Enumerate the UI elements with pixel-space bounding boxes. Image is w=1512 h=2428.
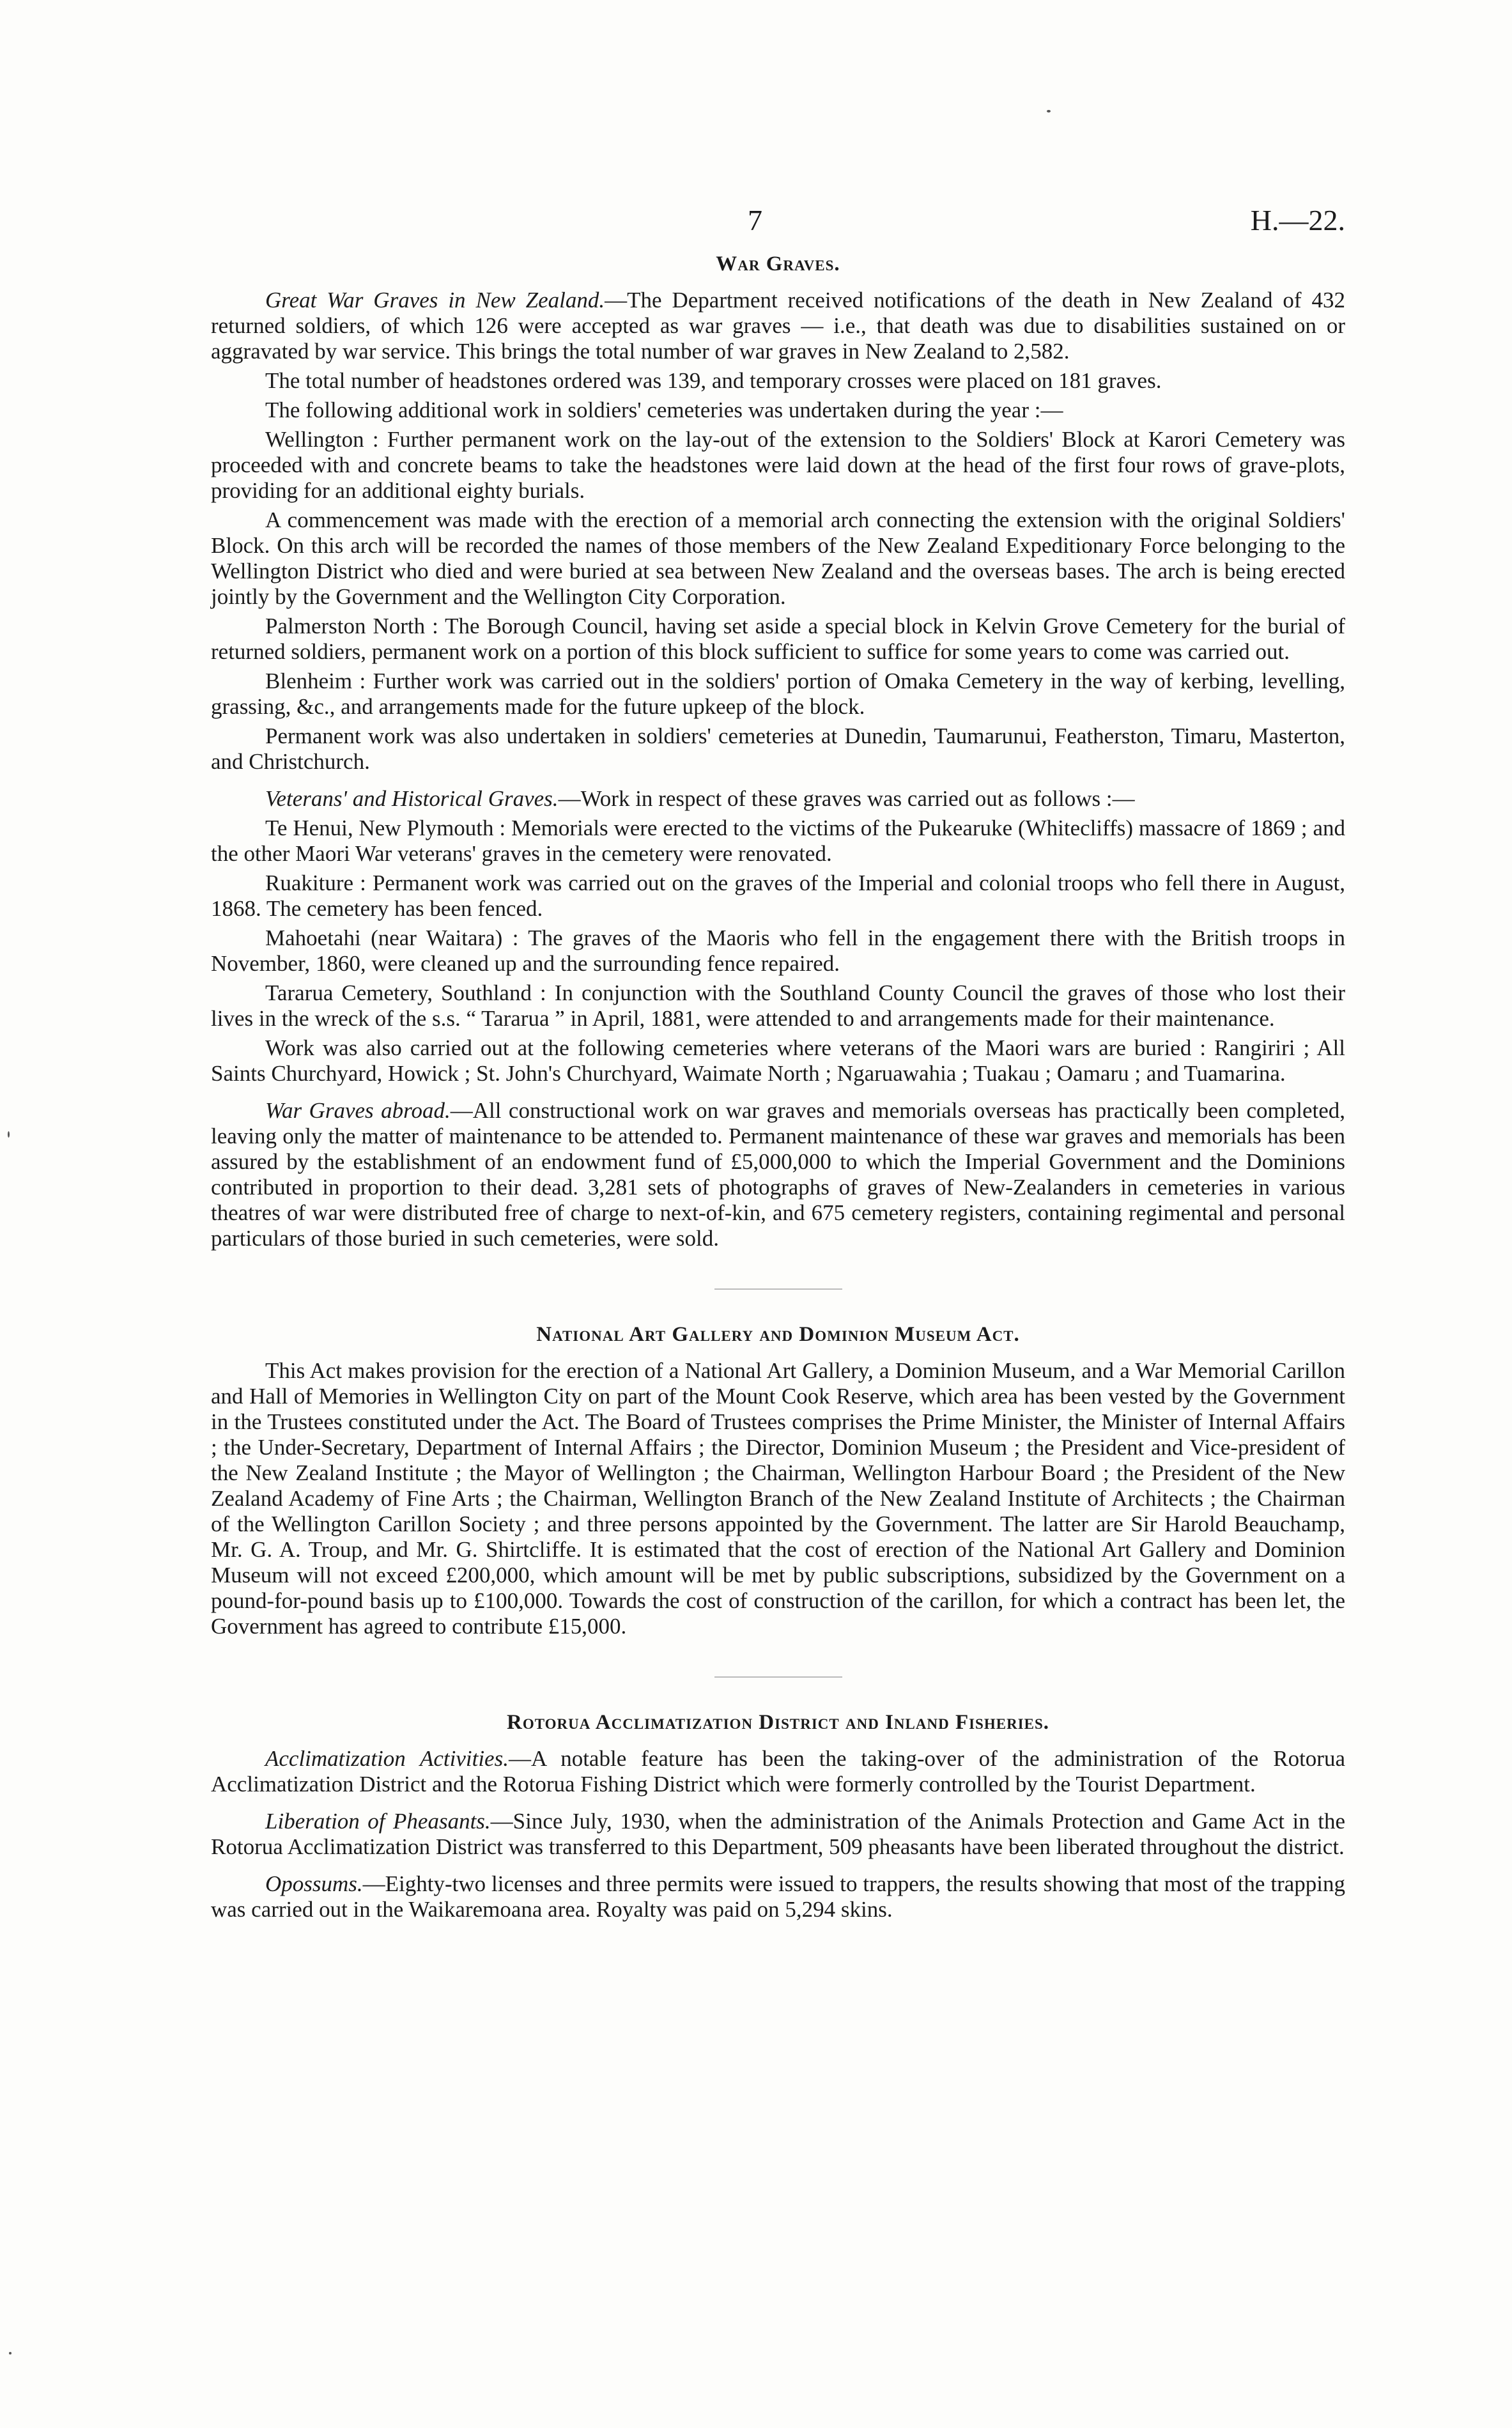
paragraph <box>211 507 1345 610</box>
paragraph-text: Mahoetahi (near Waitara) : The graves of the Maoris who fell in the engagement there with the British troops in November, 1860, were cleaned up and the surrounding fence repaired. <box>211 925 1345 976</box>
paragraph-text: Te Henui, New Plymouth : Memorials were erected to the victims of the Pukearuke (Whitecliffs) massacre of 1869 ; and the other Maori War veterans' graves in the cemetery were renovated. <box>211 816 1345 866</box>
section-divider <box>714 1676 842 1678</box>
paragraph-text: Wellington : Further permanent work on the lay-out of the extension to the Soldiers' Block at Karori Cemetery was proceeded with and concrete beams to take the headstones were laid down at the head of the first four rows of grave-plots, providing for an additional eighty burials. <box>211 427 1345 503</box>
section-rotorua <box>211 1711 1345 1922</box>
paragraph <box>211 816 1345 867</box>
section-heading: National Art Gallery and Dominion Museum Act. <box>536 1323 1020 1346</box>
paragraph-text: —The Department received notifications of the death in New Zealand of 432 returned soldiers, of which 126 were accepted as war graves — i.e., that death was due to disabilities sustained on or aggravated by war service. This brings the total number of war graves in New Zealand to 2,582. <box>211 288 1345 364</box>
page-body <box>211 252 1345 1960</box>
paragraph <box>211 614 1345 665</box>
paragraph <box>211 1809 1345 1860</box>
paragraph <box>211 1746 1345 1797</box>
paragraph <box>211 1871 1345 1922</box>
section-heading: War Graves. <box>716 252 840 275</box>
paragraph-text: The total number of headstones ordered was 139, and temporary crosses were placed on 181 graves. <box>265 368 1162 393</box>
paragraph-lead: Veterans' and Historical Graves. <box>265 786 559 811</box>
page-speck <box>1047 110 1051 112</box>
section-divider <box>714 1288 842 1290</box>
section-art-gallery <box>211 1323 1345 1639</box>
paragraph-text: Work was also carried out at the following cemeteries where veterans of the Maori wars are buried : Rangiriri ; All Saints Churchyard, Howick ; St. John's Churchyard, Waimate North ; Ngaruawahia ; Tuakau ; Oamaru ; and Tuamarina. <box>211 1035 1345 1086</box>
paragraph-lead: Acclimatization Activities. <box>265 1746 509 1771</box>
paragraph-text: —Work in respect of these graves was carried out as follows :— <box>558 786 1135 811</box>
paragraph <box>211 398 1345 423</box>
paragraph-text: —Eighty-two licenses and three permits were issued to trappers, the results showing that most of the trapping was carried out in the Waikaremoana area. Royalty was paid on 5,294 skins. <box>211 1871 1345 1922</box>
paragraph <box>211 288 1345 364</box>
paragraph <box>211 427 1345 504</box>
paragraph <box>211 669 1345 720</box>
document-reference: H.—22. <box>1250 204 1345 236</box>
paragraph <box>211 1035 1345 1086</box>
paragraph-lead: Opossums. <box>265 1871 363 1896</box>
paragraph <box>211 1358 1345 1639</box>
paragraph-text: Ruakiture : Permanent work was carried out on the graves of the Imperial and colonial troops who fell there in August, 1868. The cemetery has been fenced. <box>211 870 1345 921</box>
paragraph-text: Palmerston North : The Borough Council, having set aside a special block in Kelvin Grove Cemetery for the burial of returned soldiers, permanent work on a portion of this block sufficient to suffice for some years to come was carried out. <box>211 614 1345 664</box>
paragraph-lead: War Graves abroad. <box>265 1098 451 1123</box>
paragraph-text: Tararua Cemetery, Southland : In conjunction with the Southland County Council the graves of those who lost their lives in the wreck of the s.s. “ Tararua ” in April, 1881, were attended to and arrangements made for their maintenance. <box>211 980 1345 1031</box>
paragraph-text: This Act makes provision for the erection of a National Art Gallery, a Dominion Museum, and a War Memorial Carillon and Hall of Memories in Wellington City on part of the Mount Cook Reserve, which area has been vested by the Government in the Trustees constituted under the Act. The Board of Trustees comprises the Prime Minister, the Minister of Internal Affairs ; the Under-Secretary, Department of Internal Affairs ; the Director, Dominion Museum ; the President and Vice-president of the New Zealand Institute ; the Mayor of Wellington ; the Chairman, Wellington Harbour Board ; the President of the New Zealand Academy of Fine Arts ; the Chairman, Wellington Branch of the New Zealand Institute of Architects ; the Chairman of the Wellington Carillon Society ; and three persons appointed by the Government. The latter are Sir Harold Beauchamp, Mr. G. A. Troup, and Mr. G. Shirtcliffe. It is estimated that the cost of erection of the National Art Gallery and Dominion Museum will not exceed £200,000, which amount will be met by public subscriptions, subsidized by the Government on a pound-for-pound basis up to £100,000. Towards the cost of construction of the carillon, for which a contract has been let, the Government has agreed to contribute £15,000. <box>211 1358 1345 1639</box>
section-war-graves <box>211 252 1345 1251</box>
paragraph-text: —Since July, 1930, when the administration of the Animals Protection and Game Act in the Rotorua Acclimatization District was transferred to this Department, 509 pheasants have been liberated throughout the district. <box>211 1809 1345 1859</box>
section-heading: Rotorua Acclimatization District and Inland Fisheries. <box>506 1711 1050 1734</box>
page-header <box>211 203 1345 242</box>
paragraph-lead: Liberation of Pheasants. <box>265 1809 491 1834</box>
paragraph-text: —A notable feature has been the taking-over of the administration of the Rotorua Acclimatization District and the Rotorua Fishing District which were formerly controlled by the Tourist Department. <box>211 1746 1345 1797</box>
page-speck <box>8 1131 10 1138</box>
paragraph-text: Permanent work was also undertaken in soldiers' cemeteries at Dunedin, Taumarunui, Featherston, Timaru, Masterton, and Christchurch. <box>211 723 1345 774</box>
paragraph <box>211 925 1345 977</box>
paragraph <box>211 368 1345 394</box>
paragraph <box>211 1098 1345 1251</box>
paragraph-text: —All constructional work on war graves and memorials overseas has practically been completed, leaving only the matter of maintenance to be attended to. Permanent maintenance of these war graves and memorials has been assured by the establishment of an endowment fund of £5,000,000 to which the Imperial Government and the Dominions contributed in proportion to their dead. 3,281 sets of photographs of graves of New-Zealanders in cemeteries in various theatres of war were distributed free of charge to next-of-kin, and 675 cemetery registers, containing regimental and personal particulars of those buried in such cemeteries, were sold. <box>211 1098 1345 1251</box>
paragraph-text: A commencement was made with the erection of a memorial arch connecting the extension with the original Soldiers' Block. On this arch will be recorded the names of those members of the New Zealand Expeditionary Force belonging to the Wellington District who died and were buried at sea between New Zealand and the overseas bases. The arch is being erected jointly by the Government and the Wellington City Corporation. <box>211 507 1345 609</box>
paragraph <box>211 723 1345 775</box>
paragraph-lead: Great War Graves in New Zealand. <box>265 288 605 313</box>
paragraph <box>211 980 1345 1032</box>
paragraph-text: The following additional work in soldiers' cemeteries was undertaken during the year :— <box>265 398 1063 422</box>
paragraph <box>211 786 1345 812</box>
page-speck <box>9 2352 12 2355</box>
paragraph-text: Blenheim : Further work was carried out in the soldiers' portion of Omaka Cemetery in the way of kerbing, levelling, grassing, &c., and arrangements made for the future upkeep of the block. <box>211 669 1345 719</box>
paragraph <box>211 870 1345 922</box>
page-number: 7 <box>748 204 762 236</box>
